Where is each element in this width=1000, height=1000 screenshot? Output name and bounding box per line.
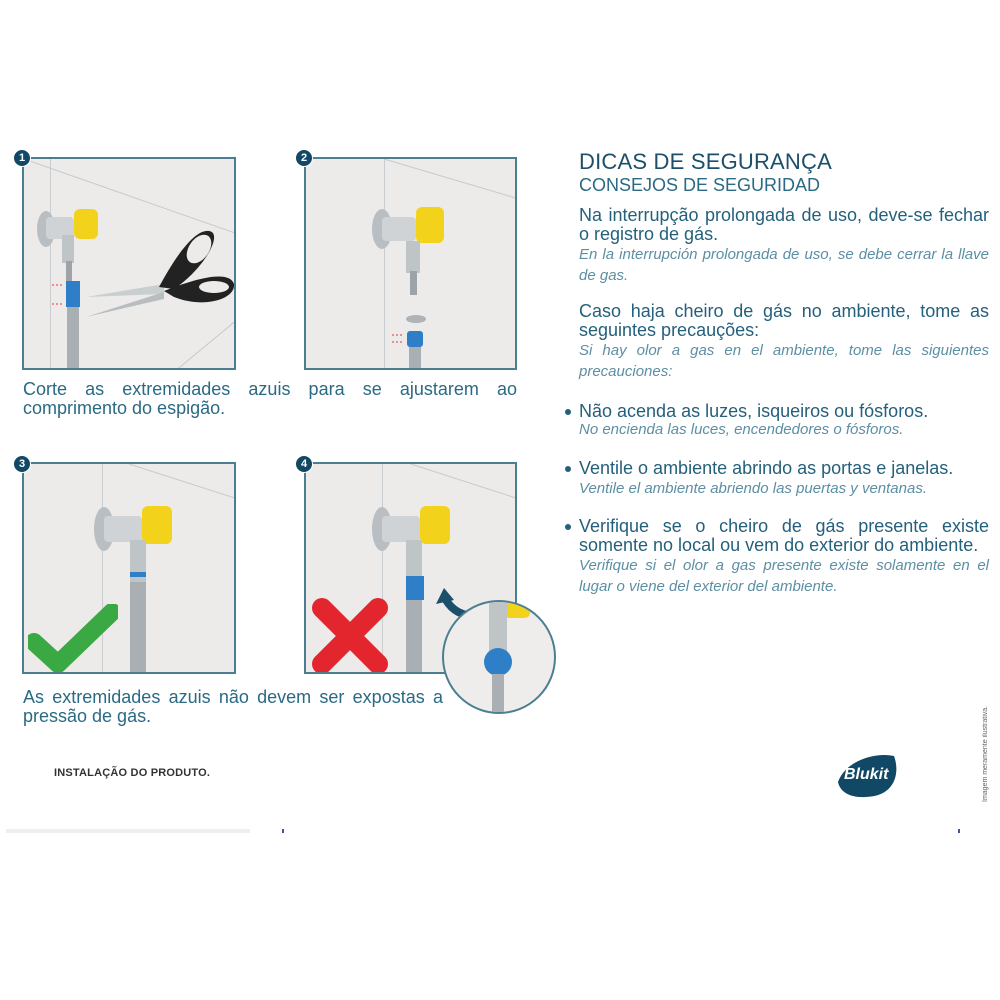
- intro-block-2: [579, 302, 989, 382]
- step-4-badge: 4: [295, 455, 313, 473]
- page-marker: [958, 829, 960, 833]
- tip-text-pt: Na interrupção prolongada de uso, deve-se fechar o registro de gás.: [579, 205, 989, 244]
- tip-text-es: No encienda las luces, encendedores o fósforos.: [579, 421, 904, 438]
- bullet-dot-icon: [565, 524, 571, 530]
- intro-block-1: [579, 206, 989, 286]
- page-marker: [282, 829, 284, 833]
- safety-title: DICAS DE SEGURANÇA: [579, 149, 832, 174]
- closeup-inset: [442, 600, 556, 714]
- check-icon: [28, 604, 118, 674]
- step-3-panel: [22, 462, 236, 674]
- tip-text-pt: Não acenda as luzes, isqueiros ou fósforos.: [579, 401, 929, 421]
- brand-logo: [836, 752, 898, 798]
- safety-subtitle: CONSEJOS DE SEGURIDAD: [579, 175, 821, 195]
- tip-text-es: Si hay olor a gas en el ambiente, tome las siguientes precauciones:: [579, 342, 989, 380]
- illustrative-image-note: Imagem meramente ilustrativa.: [982, 705, 989, 802]
- tip-text-pt: Ventile o ambiente abrindo as portas e janelas.: [579, 458, 954, 478]
- caption-cut-ends: Corte as extremidades azuis para se ajustarem ao comprimento do espigão.: [23, 379, 517, 418]
- bullet-dot-icon: [565, 409, 571, 415]
- brand-name: Blukit: [844, 766, 889, 783]
- step-2-badge: 2: [295, 149, 313, 167]
- tip-text-pt: Verifique se o cheiro de gás presente existe somente no local ou vem do exterior do ambiente.: [579, 516, 989, 555]
- step-1-badge: 1: [13, 149, 31, 167]
- valve-washer-hose-illustration: [306, 159, 517, 370]
- blue-end-closeup: [444, 602, 554, 712]
- bullet-dot-icon: [565, 466, 571, 472]
- step-1-panel: [22, 157, 236, 370]
- cross-icon: [310, 596, 390, 674]
- step-2-panel: [304, 157, 517, 370]
- caption-blue-ends-warning: As extremidades azuis não devem ser expostas a pressão de gás.: [23, 687, 443, 726]
- step-3-badge: 3: [13, 455, 31, 473]
- bullet-item: [579, 459, 989, 499]
- safety-tips: [579, 150, 989, 613]
- tip-text-es: Verifique si el olor a gas presente existe solamente en el lugar o viene del exterior del ambiente.: [579, 557, 989, 595]
- tip-text-pt: Caso haja cheiro de gás no ambiente, tome as seguintes precauções:: [579, 301, 989, 340]
- bullet-item: [579, 517, 989, 597]
- tip-text-es: Ventile el ambiente abriendo las puertas y ventanas.: [579, 480, 927, 497]
- tip-text-es: En la interrupción prolongada de uso, se debe cerrar la llave de gas.: [579, 246, 989, 284]
- bottom-divider: [6, 829, 250, 833]
- bullet-item: [579, 402, 989, 439]
- footer-label: INSTALAÇÃO DO PRODUTO.: [54, 767, 211, 779]
- valve-hose-scissors-illustration: [24, 159, 236, 370]
